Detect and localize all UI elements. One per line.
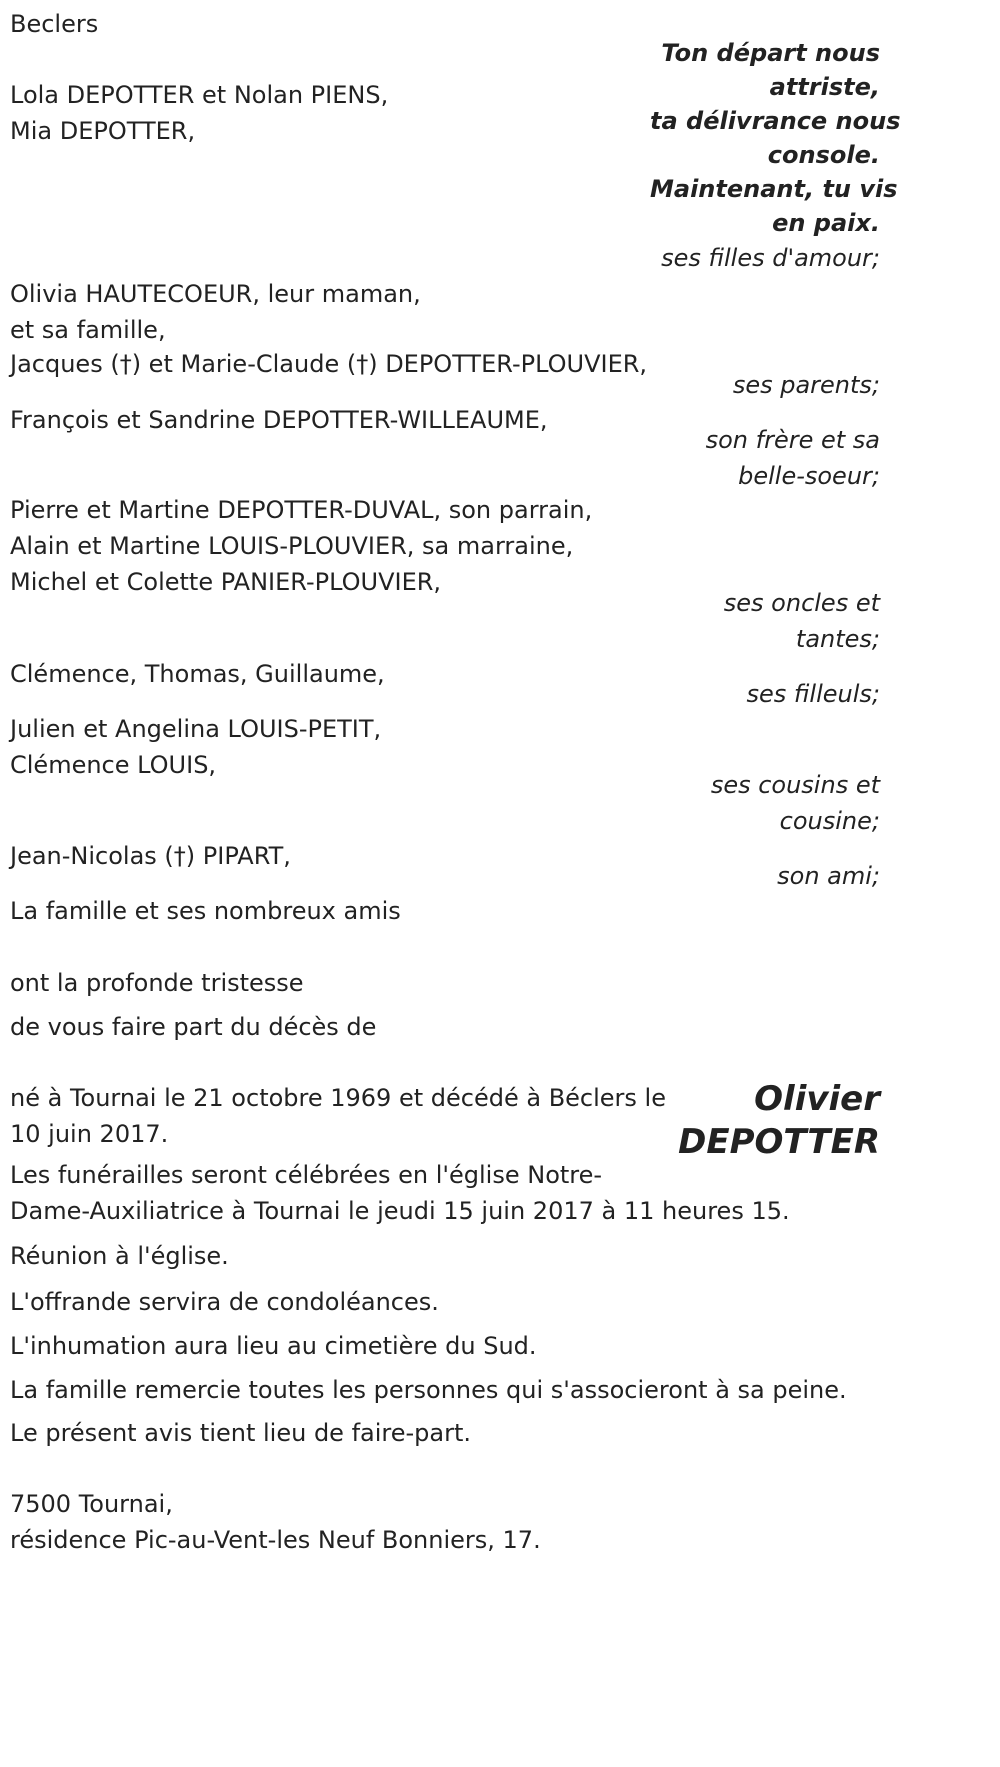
note-line: La famille remercie toutes les personnes qui s'associeront à sa peine. — [10, 1376, 847, 1404]
birth-death-line: 10 juin 2017. — [10, 1120, 169, 1148]
family-member: Julien et Angelina LOUIS-PETIT, — [10, 715, 382, 743]
deceased-first-name: Olivier — [754, 1079, 880, 1119]
uncles-names — [10, 492, 592, 600]
note-line: Le présent avis tient lieu de faire-part. — [10, 1419, 472, 1447]
relation-line: ses cousins et — [710, 771, 880, 799]
address — [10, 1486, 541, 1558]
friend-relation: son ami; — [777, 862, 880, 890]
family-friends: La famille et ses nombreux amis — [10, 897, 401, 925]
announcement-line-2: de vous faire part du décès de — [10, 1013, 377, 1041]
daughters-relation: ses filles d'amour; — [661, 244, 880, 272]
relation-line: tantes; — [795, 625, 880, 653]
birth-death-line: né à Tournai le 21 octobre 1969 et décédé à Béclers le — [10, 1084, 666, 1112]
relation-line: belle-soeur; — [738, 462, 880, 490]
daughters-names — [10, 77, 388, 149]
friend-names — [10, 838, 291, 874]
quote-block — [650, 36, 901, 240]
funeral-line: Dame-Auxiliatrice à Tournai le jeudi 15 juin 2017 à 11 heures 15. — [10, 1197, 790, 1225]
address-line: 7500 Tournai, — [10, 1490, 173, 1518]
funeral-info — [10, 1157, 790, 1229]
parents-relation: ses parents; — [732, 371, 880, 399]
relation-line: son frère et sa — [705, 426, 880, 454]
brother-relation — [706, 422, 880, 494]
uncles-relation — [724, 585, 880, 657]
godchildren-names — [10, 656, 385, 692]
family-member: Jacques (†) et Marie-Claude (†) DEPOTTER-PLOUVIER, — [10, 350, 648, 378]
family-member: Pierre et Martine DEPOTTER-DUVAL, son parrain, — [10, 496, 593, 524]
parents-names — [10, 346, 647, 382]
note-line: Réunion à l'église. — [10, 1242, 229, 1270]
place-heading: Beclers — [10, 10, 99, 38]
quote-line: attriste, — [769, 73, 880, 102]
family-member: François et Sandrine DEPOTTER-WILLEAUME, — [10, 406, 548, 434]
mother-names — [10, 276, 421, 348]
family-member: Clémence, Thomas, Guillaume, — [10, 660, 385, 688]
relation-line: ses oncles et — [723, 589, 880, 617]
quote-line: ta délivrance nous — [650, 107, 901, 136]
deceased-last-name: DEPOTTER — [678, 1121, 880, 1162]
address-line: résidence Pic-au-Vent-les Neuf Bonniers, 17. — [10, 1526, 541, 1554]
quote-line: en paix. — [772, 209, 880, 238]
family-member: Clémence LOUIS, — [10, 751, 217, 779]
deceased-name — [678, 1078, 880, 1163]
brother-names — [10, 402, 548, 438]
note-line: L'offrande servira de condoléances. — [10, 1288, 439, 1316]
cousins-relation — [711, 767, 880, 839]
birth-death-info — [10, 1080, 666, 1152]
funeral-line: Les funérailles seront célébrées en l'église Notre- — [10, 1161, 603, 1189]
quote-line: Ton départ nous — [661, 39, 880, 67]
godchildren-relation: ses filleuls; — [746, 680, 880, 708]
family-member: et sa famille, — [10, 316, 166, 344]
family-member: Michel et Colette PANIER-PLOUVIER, — [10, 568, 442, 596]
announcement-line-1: ont la profonde tristesse — [10, 969, 304, 997]
quote-line: Maintenant, tu vis — [650, 175, 898, 204]
note-line: L'inhumation aura lieu au cimetière du Sud. — [10, 1332, 537, 1360]
cousins-names — [10, 711, 381, 783]
quote-line: console. — [767, 141, 880, 170]
relation-line: cousine; — [779, 807, 880, 835]
family-member: Lola DEPOTTER et Nolan PIENS, — [10, 81, 389, 109]
family-member: Olivia HAUTECOEUR, leur maman, — [10, 280, 421, 308]
family-member: Mia DEPOTTER, — [10, 117, 196, 145]
family-member: Alain et Martine LOUIS-PLOUVIER, sa marraine, — [10, 532, 574, 560]
family-member: Jean-Nicolas (†) PIPART, — [10, 842, 291, 870]
